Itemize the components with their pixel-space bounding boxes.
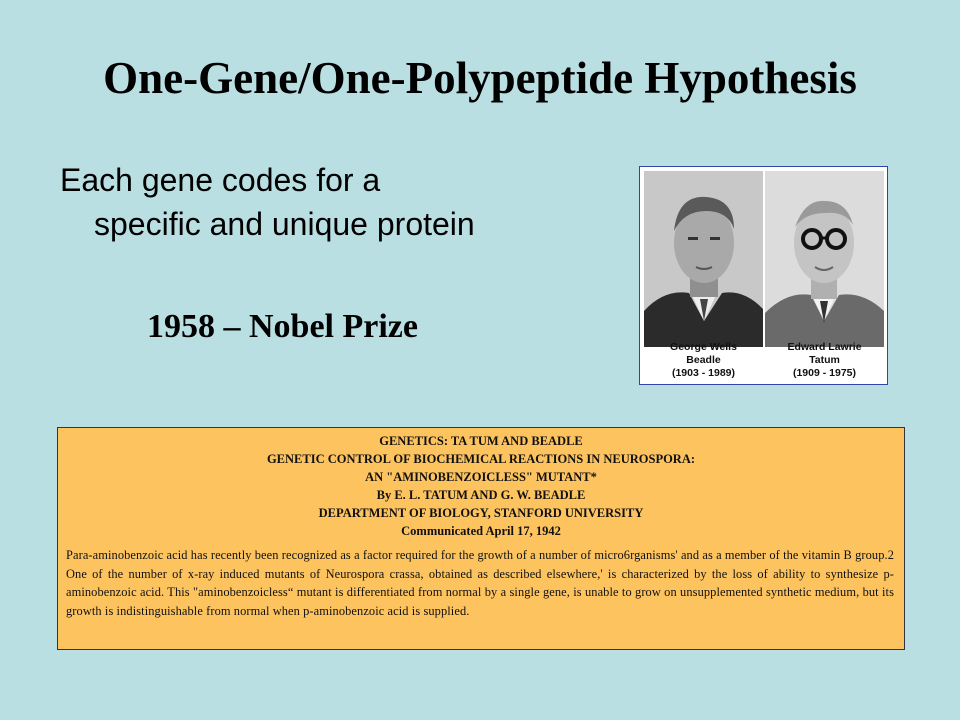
- paper-affiliation-line: DEPARTMENT OF BIOLOGY, STANFORD UNIVERSITY: [318, 506, 644, 520]
- beadle-portrait: [644, 171, 763, 347]
- scientist-photos: [639, 166, 888, 385]
- subtitle-line-2: specific and unique protein: [94, 206, 475, 242]
- slide-subtitle: [60, 158, 620, 246]
- paper-subtitle-line: AN "AMINOBENZOICLESS" MUTANT*: [365, 470, 597, 484]
- slide-title: One-Gene/One-Polypeptide Hypothesis: [103, 53, 857, 103]
- paper-date-line: Communicated April 17, 1942: [401, 524, 561, 538]
- paper-header: [58, 432, 904, 540]
- nobel-prize-label: 1958 – Nobel Prize: [147, 308, 418, 345]
- paper-authors-line: By E. L. TATUM AND G. W. BEADLE: [376, 488, 586, 502]
- subtitle-line-1: Each gene codes for a: [60, 162, 381, 198]
- paper-title-line: GENETIC CONTROL OF BIOCHEMICAL REACTIONS IN NEUROSPORA:: [266, 452, 696, 466]
- paper-excerpt: [57, 427, 905, 650]
- paper-body: Para-aminobenzoic acid has recently been recognized as a factor required for the growth of a number of micro6rganisms' and as a member of the vitamin B group.2 One of the number of x-ray induced mutants of Neurospora crassa, obtained as described elsewhere,' is characterized by the loss of ability to synthesize p-aminobenzoic acid. This "aminobenzoicless“ mutant is differentiated from normal by a single gene, is unable to grow on unsupplemented synthetic medium, but its growth is indistinguishable from normal when p-aminobenzoic acid is supplied.: [66, 548, 894, 618]
- tatum-portrait: [765, 171, 884, 347]
- beadle-caption: George Wells Beadle (1903 - 1989): [670, 341, 737, 379]
- tatum-caption: Edward Lawrie Tatum (1909 - 1975): [787, 341, 862, 379]
- paper-journal-line: GENETICS: TA TUM AND BEADLE: [379, 434, 583, 448]
